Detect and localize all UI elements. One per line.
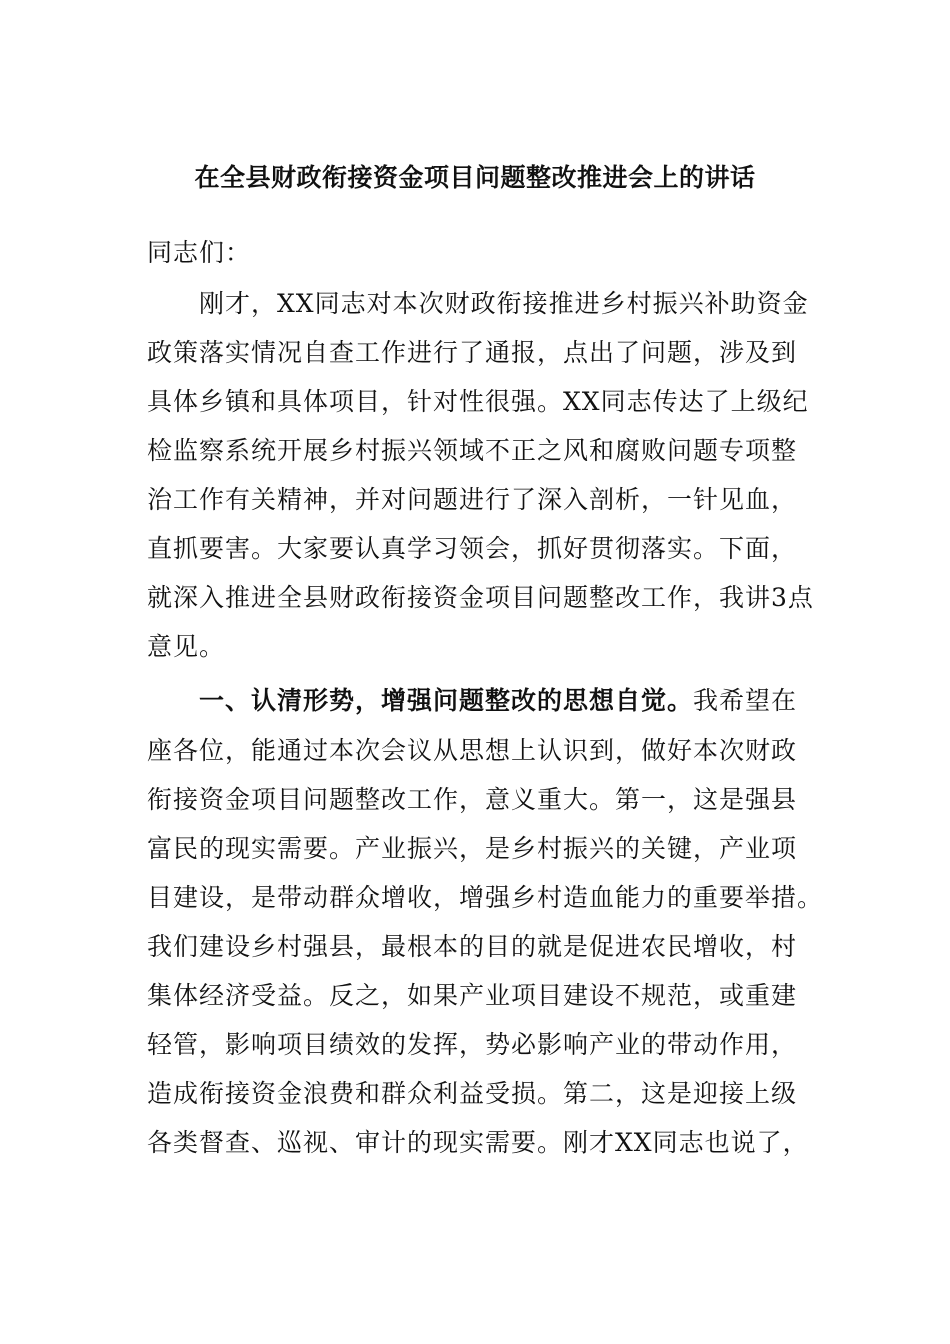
body-line: 治工作有关精神，并对问题进行了深入剖析，一针见血， bbox=[147, 485, 798, 514]
body-line: 意见。 bbox=[147, 632, 226, 661]
body-line: 就深入推进全县财政衔接资金项目问题整改工作，我讲3点 bbox=[147, 583, 814, 612]
body-line: 检监察系统开展乡村振兴领域不正之风和腐败问题专项整 bbox=[147, 436, 798, 465]
body-line: 座各位，能通过本次会议从思想上认识到，做好本次财政 bbox=[147, 736, 798, 765]
body-line: 造成衔接资金浪费和群众利益受损。第二，这是迎接上级 bbox=[147, 1079, 798, 1108]
body-line: 具体乡镇和具体项目，针对性很强。XX同志传达了上级纪 bbox=[147, 387, 809, 416]
body-line: 直抓要害。大家要认真学习领会，抓好贯彻落实。下面， bbox=[147, 534, 798, 563]
body-line: 政策落实情况自查工作进行了通报，点出了问题，涉及到 bbox=[147, 338, 798, 367]
salutation: 同志们： bbox=[147, 238, 252, 267]
document-title: 在全县财政衔接资金项目问题整改推进会上的讲话 bbox=[194, 163, 756, 192]
section-heading-line bbox=[199, 684, 879, 718]
body-line: 刚才，XX同志对本次财政衔接推进乡村振兴补助资金 bbox=[199, 289, 809, 318]
body-line: 衔接资金项目问题整改工作，意义重大。第一，这是强县 bbox=[147, 785, 798, 814]
body-line: 富民的现实需要。产业振兴，是乡村振兴的关键，产业项 bbox=[147, 834, 798, 863]
section-heading: 一、认清形势，增强问题整改的思想自觉。 bbox=[199, 686, 694, 715]
body-line: 各类督查、巡视、审计的现实需要。刚才XX同志也说了， bbox=[147, 1128, 809, 1157]
body-line: 我们建设乡村强县，最根本的目的就是促进农民增收，村 bbox=[147, 932, 798, 961]
body-line: 集体经济受益。反之，如果产业项目建设不规范，或重建 bbox=[147, 981, 798, 1010]
body-line: 轻管，影响项目绩效的发挥，势必影响产业的带动作用， bbox=[147, 1030, 798, 1059]
body-line: 目建设，是带动群众增收，增强乡村造血能力的重要举措。 bbox=[147, 883, 824, 912]
section-heading-tail: 我希望在 bbox=[693, 686, 798, 715]
